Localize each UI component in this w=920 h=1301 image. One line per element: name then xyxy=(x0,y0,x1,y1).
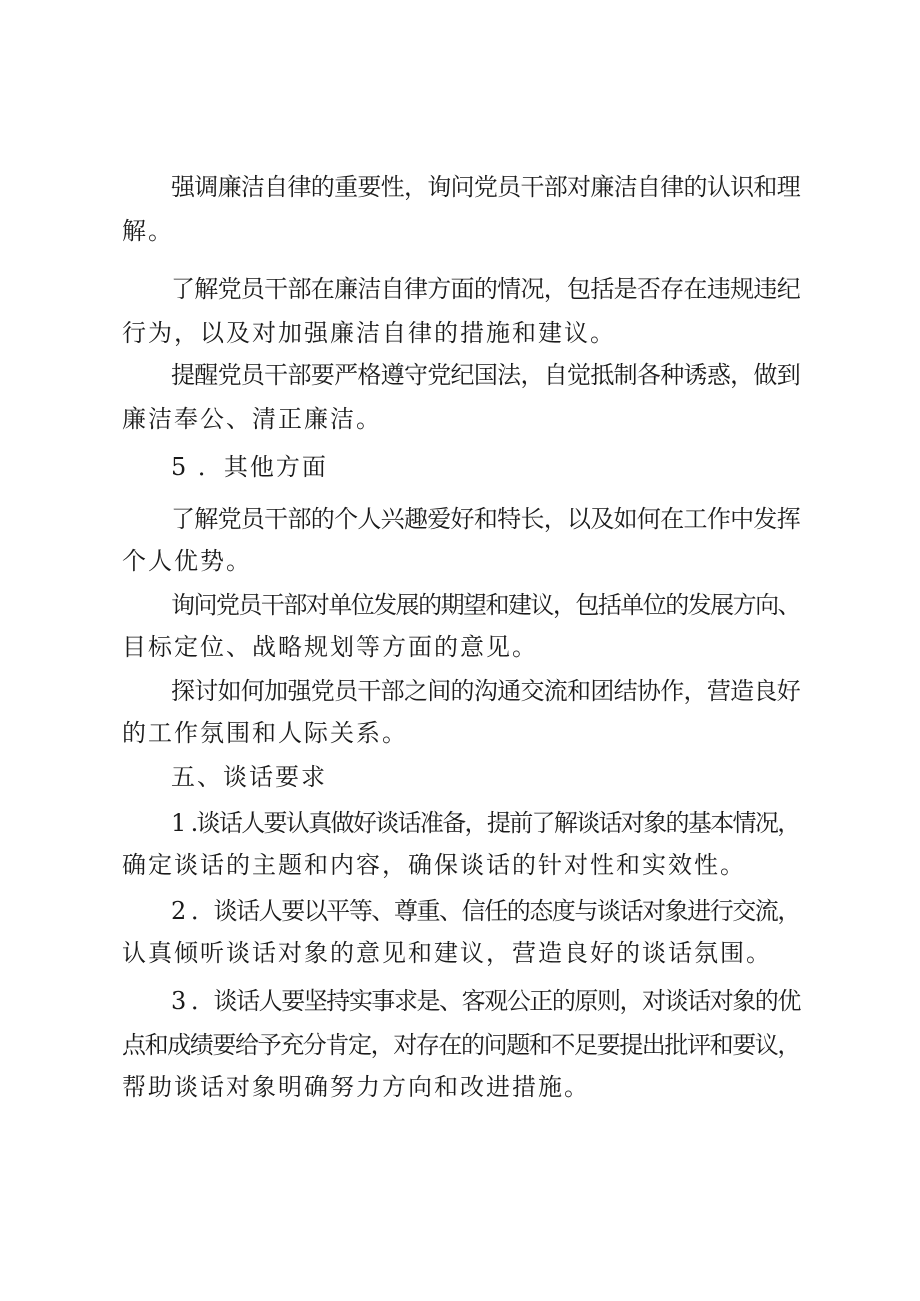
section-heading: 五、谈话要求 xyxy=(171,763,327,791)
paragraph-line: 2 ．谈话人要以平等、尊重、信任的态度与谈话对象进行交流， xyxy=(171,897,800,925)
paragraph-line: 1 .谈话人要认真做好谈话准备，提前了解谈话对象的基本情况， xyxy=(171,809,800,837)
paragraph-line: 3 ．谈话人要坚持实事求是、客观公正的原则，对谈话对象的优 xyxy=(171,987,800,1015)
paragraph-line: 提醒党员干部要严格遵守党纪国法，自觉抵制各种诱惑，做到 xyxy=(171,361,800,389)
paragraph-line: 的工作氛围和人际关系。 xyxy=(122,719,408,747)
paragraph-line: 认真倾听谈话对象的意见和建议，营造良好的谈话氛围。 xyxy=(122,939,772,967)
paragraph-line: 个人优势。 xyxy=(122,547,252,575)
paragraph-line: 询问党员干部对单位发展的期望和建议，包括单位的发展方向、 xyxy=(171,591,800,619)
paragraph-line: 了解党员干部在廉洁自律方面的情况，包括是否存在违规违纪 xyxy=(171,275,800,303)
paragraph-line: 探讨如何加强党员干部之间的沟通交流和团结协作，营造良好 xyxy=(171,677,800,705)
paragraph-line: 解。 xyxy=(122,217,174,245)
paragraph-line: 目标定位、战略规划等方面的意见。 xyxy=(122,633,538,661)
paragraph-line: 确定谈话的主题和内容，确保谈话的针对性和实效性。 xyxy=(122,851,746,879)
paragraph-line: 廉洁奉公、清正廉洁。 xyxy=(122,405,382,433)
section-heading: 5 ．其他方面 xyxy=(171,453,328,481)
paragraph-line: 强调廉洁自律的重要性，询问党员干部对廉洁自律的认识和理 xyxy=(171,173,800,201)
paragraph-line: 点和成绩要给予充分肯定，对存在的问题和不足要提出批评和要议， xyxy=(122,1031,800,1059)
paragraph-line: 行为，以及对加强廉洁自律的措施和建议。 xyxy=(122,319,616,347)
paragraph-line: 帮助谈话对象明确努力方向和改进措施。 xyxy=(122,1073,590,1101)
paragraph-line: 了解党员干部的个人兴趣爱好和特长，以及如何在工作中发挥 xyxy=(171,505,800,533)
